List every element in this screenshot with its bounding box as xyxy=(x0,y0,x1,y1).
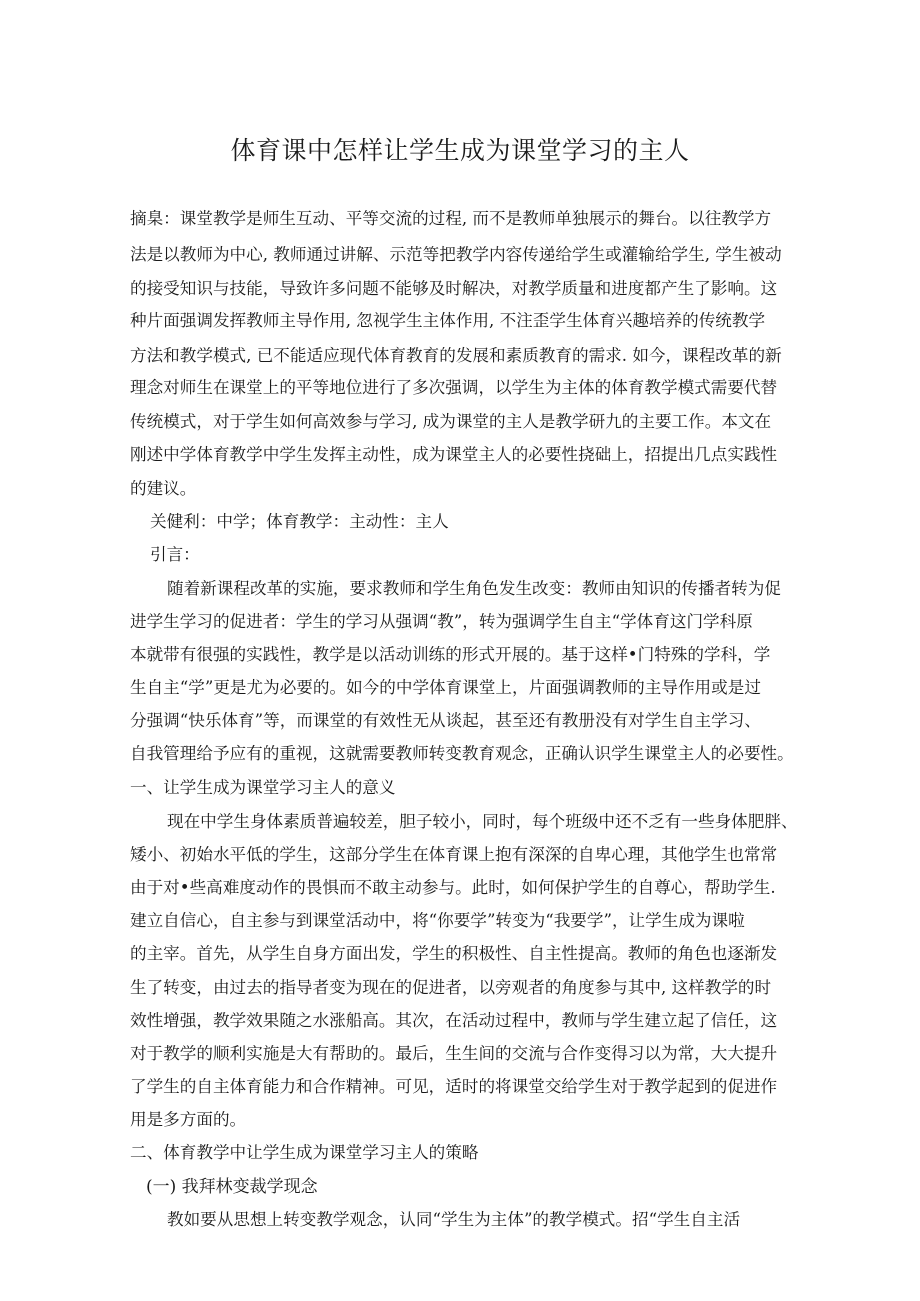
section1-line: 生了转变，由过去的指导者变为现在的促进者，以旁观者的角度参与其中, 这样教学的时 xyxy=(130,978,772,997)
section1-line: 矮小、初始水平低的学生，这部分学生在体育课上抱有深深的自卑心理，其他学生也常常 xyxy=(130,845,778,864)
abstract-line: 刚述中学体育教学中学生发挥主动性，成为课堂主人的必要性挠础上，招提出几点实践性 xyxy=(130,445,778,464)
abstract-line: 法是以教师为中心, 教师通过讲解、示范等把教学内容传递给学生或灌输给学生, 学生被动 xyxy=(130,245,782,264)
intro-line: 自我管理给予应有的重视，这就需要教师转变教育观念，正确认识学生课堂主人的必要性。 xyxy=(130,744,794,763)
intro-line: 随着新课程改革的实施，要求教师和学生角色发生改变：教师由知识的传播者转为促 xyxy=(167,579,781,598)
abstract-line: 的建议。 xyxy=(130,479,197,498)
intro-line: 本就带有很强的实践性，教学是以活动训练的形式开展的。基于这样•门特殊的学科，学 xyxy=(130,645,771,664)
section1-line: 了学生的自主体育能力和合作精神。可见，适时的将课堂交给学生对于教学起到的促进作 xyxy=(130,1077,778,1096)
abstract-line: 传统模式，对于学生如何高效参与学习, 成为课堂的主人是教学研九的主要工作。本文在 xyxy=(130,412,772,431)
abstract-line: 摘臬：课堂教学是师生互动、平等交流的过程, 而不是教师单独展示的舞台。以往教学方 xyxy=(130,209,772,228)
abstract-line: 理念对师生在课堂上的平等地位进行了多次强调，以学生为主体的体育教学模式需要代替 xyxy=(130,378,778,397)
section1-line: 效性增强，教学效果随之水涨船高。其次，在活动过程中，教师与学生建立起了信任，这 xyxy=(130,1011,778,1030)
intro-line: 进学生学习的促进者：学生的学习从强调“教”，转为强调学生自主“学体育这门学科原 xyxy=(130,612,753,631)
section-heading: 一、让学生成为课堂学习主人的意义 xyxy=(130,778,396,797)
subsection-heading: (一) 我拜林变裁学现念 xyxy=(146,1177,318,1197)
abstract-line: 的接受知识与技能，导致许多问题不能够及时解决，对教学质量和进度都产生了影响。这 xyxy=(130,279,778,298)
subsection1-line: 教如要从思想上转变教学观念，认同“学生为主体”的教学模式。招“学生自主活 xyxy=(167,1210,741,1229)
abstract-line: 方法和教学模式, 已不能适应现代体育教育的发展和素质教育的需求. 如今，课程改革的新 xyxy=(130,346,782,365)
intro-line: 分强调“快乐体育”等，而课堂的有效性无从谈起，甚至还有教册没有对学生自主学习、 xyxy=(130,711,761,730)
section-heading: 二、体育教学中让学生成为课堂学习主人的策略 xyxy=(130,1143,479,1162)
section1-line: 对于教学的顺利实施是大有帮助的。最后，生生间的交流与合作变得习以为常，大大提升 xyxy=(130,1044,778,1063)
document-title: 体育课中怎样让学生成为课堂学习的主人 xyxy=(230,136,690,165)
abstract-line: 种片面强调发挥教师主导作用, 忽视学生主体作用, 不注歪学生体育兴趣培养的传统教学 xyxy=(130,311,766,330)
section1-line: 的主宰。首先，从学生自身方面出发，学生的积极性、自主性提高。教师的角色也逐渐发 xyxy=(130,944,778,963)
section1-line: 建立自信心，自主参与到课堂活动中，将“你要学”转变为“我要学”，让学生成为课啦 xyxy=(130,911,745,930)
intro-line: 生自主“学”更是尤为必要的。如今的中学体育课堂上，片面强调教师的主导作用或是过 xyxy=(130,678,761,697)
section1-line: 用是多方面的。 xyxy=(130,1110,247,1129)
section1-line: 由于对•些高难度动作的畏惧而不敢主动参与。此时，如何保护学生的自尊心，帮助学生. xyxy=(130,878,776,897)
keywords-line: 关健利：中学；体育教学：主动性：主人 xyxy=(150,512,449,531)
section1-line: 现在中学生身体素质普遍较差，胆子较小，同时，每个班级中还不乏有一些身体肥胖、 xyxy=(167,812,798,831)
intro-label: 引言： xyxy=(150,545,200,564)
